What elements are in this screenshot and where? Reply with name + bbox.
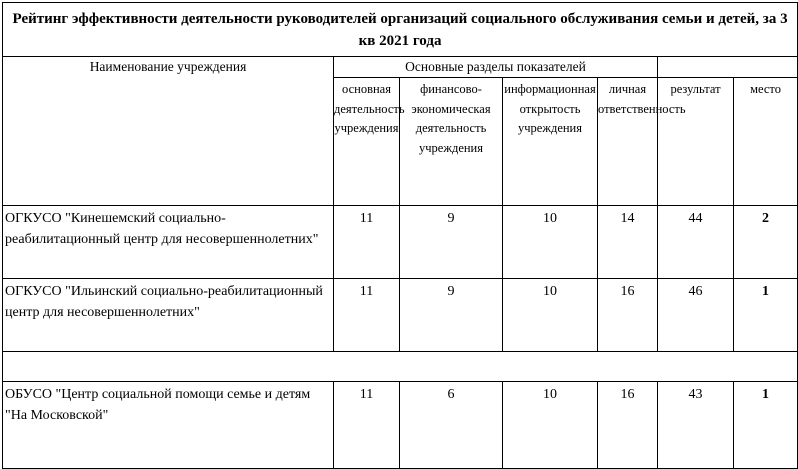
place-value: 1 bbox=[734, 382, 798, 469]
result-score: 43 bbox=[658, 382, 734, 469]
info-openness-score: 10 bbox=[503, 206, 598, 279]
main-activity-score: 11 bbox=[334, 382, 400, 469]
institution-header: Наименование учреждения bbox=[3, 57, 334, 206]
institution-name: ОГКУСО "Кинешемский социально-реабилитационный центр для несовершеннолетних" bbox=[3, 206, 334, 279]
table-row bbox=[3, 382, 798, 469]
header-blank-cell bbox=[658, 57, 798, 78]
institution-name: ОГКУСО "Ильинский социально-реабилитационный центр для несовершеннолетних" bbox=[3, 279, 334, 352]
result-score: 44 bbox=[658, 206, 734, 279]
col-info-openness-header: информационная открытость учреждения bbox=[503, 78, 598, 206]
col-result-header: результат bbox=[658, 78, 734, 206]
place-value: 2 bbox=[734, 206, 798, 279]
institution-name: ОБУСО "Центр социальной помощи семье и детям "На Московской" bbox=[3, 382, 334, 469]
col-finance-header: финансово-экономическая деятельность учреждения bbox=[400, 78, 503, 206]
personal-responsibility-score: 16 bbox=[598, 382, 658, 469]
indicators-group-header: Основные разделы показателей bbox=[334, 57, 658, 78]
col-place-header: место bbox=[734, 78, 798, 206]
main-activity-score: 11 bbox=[334, 279, 400, 352]
finance-score: 6 bbox=[400, 382, 503, 469]
personal-responsibility-score: 14 bbox=[598, 206, 658, 279]
rating-table bbox=[2, 2, 798, 469]
col-main-activity-header: основная деятельность учреждения bbox=[334, 78, 400, 206]
separator-row bbox=[3, 352, 798, 382]
table-row bbox=[3, 206, 798, 279]
table-title: Рейтинг эффективности деятельности руководителей организаций социального обслуживания семьи и детей, за 3 кв 2021 года bbox=[3, 3, 798, 57]
place-value: 1 bbox=[734, 279, 798, 352]
finance-score: 9 bbox=[400, 206, 503, 279]
separator-cell bbox=[3, 352, 798, 382]
info-openness-score: 10 bbox=[503, 382, 598, 469]
finance-score: 9 bbox=[400, 279, 503, 352]
info-openness-score: 10 bbox=[503, 279, 598, 352]
personal-responsibility-score: 16 bbox=[598, 279, 658, 352]
col-personal-responsibility-header: личная ответственность bbox=[598, 78, 658, 206]
table-row bbox=[3, 279, 798, 352]
result-score: 46 bbox=[658, 279, 734, 352]
main-activity-score: 11 bbox=[334, 206, 400, 279]
